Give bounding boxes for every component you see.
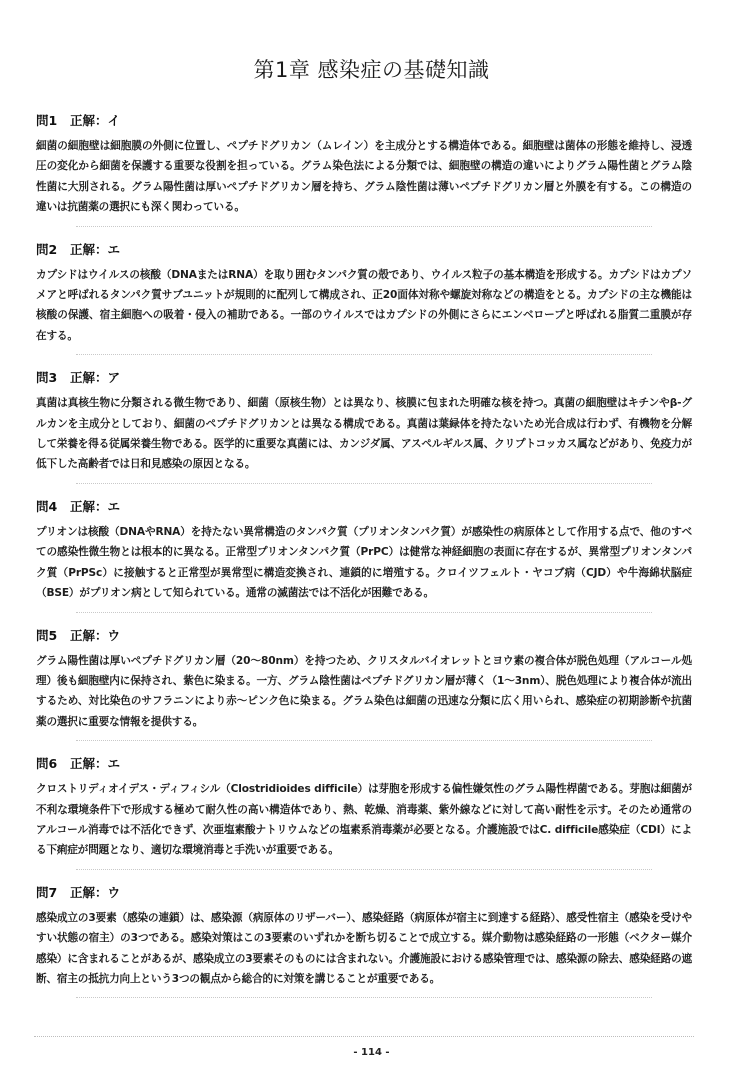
answer-label: 正解： — [70, 113, 108, 128]
answer-list — [36, 112, 692, 1012]
section-divider — [76, 483, 652, 484]
answer-explanation: クロストリディオイデス・ディフィシル（Clostridioides difficile）は芽胞を形成する偏性嫌気性のグラム陽性桿菌である。芽胞は細菌が不利な環境条件下で形成する極めて耐久性の高い構造体であり、熱、乾燥、消毒薬、紫外線などに対して高い耐性を示す。そのため通常のアルコール消毒では不活化できず、次亜塩素酸ナトリウムなどの塩素系消毒薬が必要となる。介護施設ではC. difficile感染症（CDI）による下痢症が問題となり、適切な環境消毒と手洗いが重要である。 — [36, 783, 692, 857]
section-divider — [76, 869, 652, 870]
question-number: 問6 — [36, 756, 58, 772]
answer-block — [36, 369, 692, 484]
question-header — [36, 627, 692, 645]
answer-explanation: 真菌は真核生物に分類される微生物であり、細菌（原核生物）とは異なり、核膜に包まれた明確な核を持つ。真菌の細胞壁はキチンやβ-グルカンを主成分としており、細菌のペプチドグリカンとは異なる構成である。真菌は葉緑体を持たないため光合成は行わず、有機物を分解して栄養を得る従属栄養生物である。医学的に重要な真菌には、カンジダ属、アスペルギルス属、クリプトコッカス属などがあり、免疫力が低下した高齢者では日和見感染の原因となる。 — [36, 397, 692, 471]
answer-label: 正解： — [70, 498, 108, 514]
answer-label: 正解： — [70, 756, 108, 772]
answer-block — [36, 241, 692, 356]
answer-choice: ア — [107, 370, 121, 386]
answer-choice: エ — [107, 756, 121, 772]
answer-choice: ウ — [107, 627, 121, 643]
question-number: 問7 — [36, 884, 58, 900]
answer-block — [36, 112, 692, 227]
section-divider — [76, 997, 652, 998]
question-header — [36, 884, 692, 902]
question-header — [36, 755, 692, 773]
footer-divider — [34, 1036, 694, 1037]
question-header — [36, 112, 692, 130]
answer-label: 正解： — [70, 370, 108, 386]
answer-choice: エ — [107, 498, 121, 514]
answer-block — [36, 627, 692, 742]
question-number: 問4 — [36, 498, 58, 514]
answer-explanation: 感染成立の3要素（感染の連鎖）は、感染源（病原体のリザーバー）、感染経路（病原体が宿主に到達する経路）、感受性宿主（感染を受けやすい状態の宿主）の3つである。感染対策はこの3要素のいずれかを断ち切ることで成立する。媒介動物は感染経路の一形態（ベクター媒介感染）に含まれることがあるが、感染成立の3要素そのものには含まれない。介護施設における感染管理では、感染源の除去、感染経路の遮断、宿主の抵抗力向上という3つの観点から総合的に対策を講じることが重要である。 — [36, 911, 692, 985]
answer-block — [36, 755, 692, 870]
question-header — [36, 498, 692, 516]
question-number: 問3 — [36, 370, 58, 386]
section-divider — [76, 354, 652, 355]
question-number: 問2 — [36, 241, 58, 257]
question-header — [36, 241, 692, 259]
answer-block — [36, 498, 692, 613]
question-number: 問5 — [36, 627, 58, 643]
section-divider — [76, 740, 652, 741]
answer-choice: ウ — [107, 884, 121, 900]
question-number: 問1 — [36, 113, 58, 128]
answer-choice: エ — [107, 241, 121, 257]
answer-explanation: グラム陽性菌は厚いペプチドグリカン層（20〜80nm）を持つため、クリスタルバイオレットとヨウ素の複合体が脱色処理（アルコール処理）後も細胞壁内に保持され、紫色に染まる。一方、グラム陰性菌はペプチドグリカン層が薄く（1〜3nm）、脱色処理により複合体が流出するため、対比染色のサフラニンにより赤〜ピンク色に染まる。グラム染色は細菌の迅速な分類に広く用いられ、感染症の初期診断や抗菌薬の選択に重要な情報を提供する。 — [36, 654, 692, 728]
answer-explanation: カプシドはウイルスの核酸（DNAまたはRNA）を取り囲むタンパク質の殻であり、ウイルス粒子の基本構造を形成する。カプシドはカプソメアと呼ばれるタンパク質サブユニットが規則的に配列して構成され、正20面体対称や螺旋対称などの構造をとる。カプシドの主な機能は核酸の保護、宿主細胞への吸着・侵入の補助である。一部のウイルスではカプシドの外側にさらにエンベロープと呼ばれる脂質二重膜が存在する。 — [36, 268, 692, 342]
answer-block — [36, 884, 692, 999]
answer-label: 正解： — [70, 884, 108, 900]
answer-label: 正解： — [70, 627, 108, 643]
section-divider — [76, 226, 652, 227]
section-divider — [76, 612, 652, 613]
answer-label: 正解： — [70, 241, 108, 257]
answer-explanation: プリオンは核酸（DNAやRNA）を持たない異常構造のタンパク質（プリオンタンパク質）が感染性の病原体として作用する点で、他のすべての感染性微生物とは根本的に異なる。正常型プリオンタンパク質（PrPC）は健常な神経細胞の表面に存在するが、異常型プリオンタンパク質（PrPSc）に接触すると正常型が異常型に構造変換され、連鎖的に増殖する。クロイツフェルト・ヤコブ病（CJD）や牛海綿状脳症（BSE）がプリオン病として知られている。通常の滅菌法では不活化が困難である。 — [36, 525, 692, 600]
page-number: - 114 - — [353, 1047, 390, 1058]
question-header — [36, 369, 692, 387]
answer-choice: イ — [107, 113, 121, 128]
chapter-title: 第1章 感染症の基礎知識 — [253, 58, 490, 82]
answer-explanation: 細菌の細胞壁は細胞膜の外側に位置し、ペプチドグリカン（ムレイン）を主成分とする構造体である。細胞壁は菌体の形態を維持し、浸透圧の変化から細菌を保護する重要な役割を担っている。グラム染色法による分類では、細胞壁の構造の違いによりグラム陽性菌とグラム陰性菌に大別される。グラム陽性菌は厚いペプチドグリカン層を持ち、グラム陰性菌は薄いペプチドグリカン層と外膜を有する。この構造の違いは抗菌薬の選択にも深く関わっている。 — [36, 140, 692, 214]
